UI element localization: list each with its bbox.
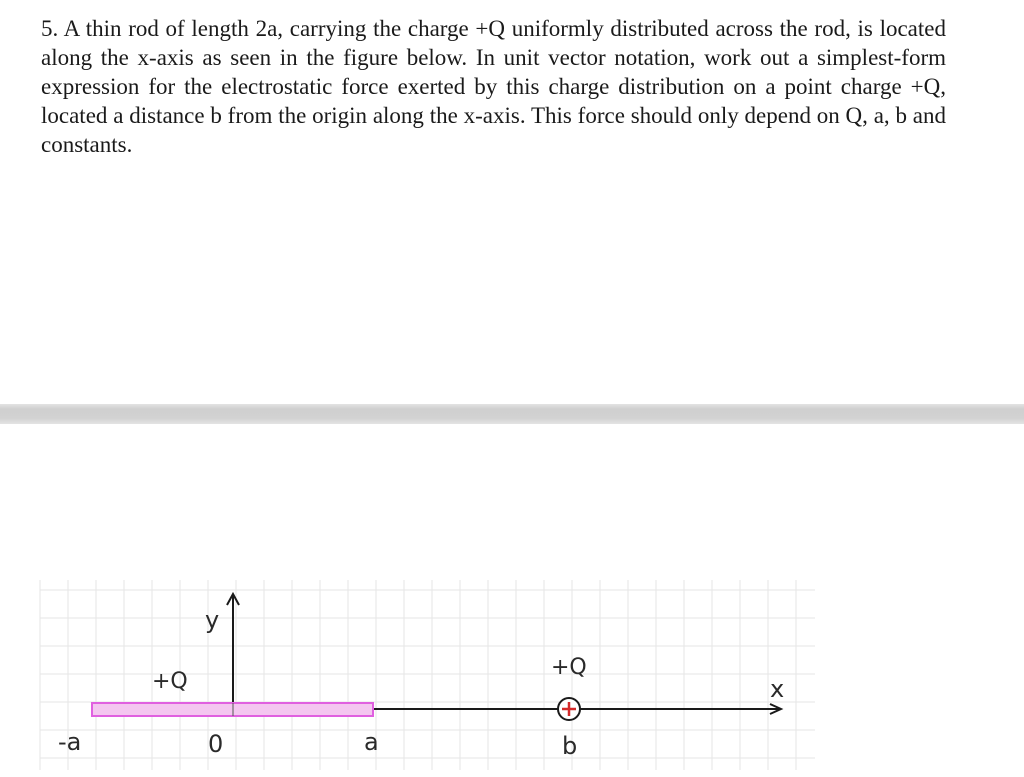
tick-label-origin: 0 bbox=[208, 730, 224, 758]
tick-label-neg-a: -a bbox=[58, 728, 82, 756]
page-separator bbox=[0, 404, 1024, 424]
rod-charge-label: +Q bbox=[152, 669, 188, 694]
x-axis-label: x bbox=[770, 675, 785, 703]
tick-label-a: a bbox=[364, 728, 379, 756]
point-charge-label: +Q bbox=[551, 655, 587, 680]
y-axis-label: y bbox=[205, 606, 220, 634]
rod-figure bbox=[0, 560, 1024, 777]
problem-statement: 5. A thin rod of length 2a, carrying the charge +Q uniformly distributed across the rod, is located along the x-axis as seen in the figure below. In unit vector notation, work out a simplest-form expression for the electrostatic force exerted by this charge distribution on a point charge +Q, located a distance b from the origin along the x-axis. This force should only depend on Q, a, b and constants. bbox=[41, 16, 946, 157]
tick-label-b: b bbox=[562, 732, 578, 760]
